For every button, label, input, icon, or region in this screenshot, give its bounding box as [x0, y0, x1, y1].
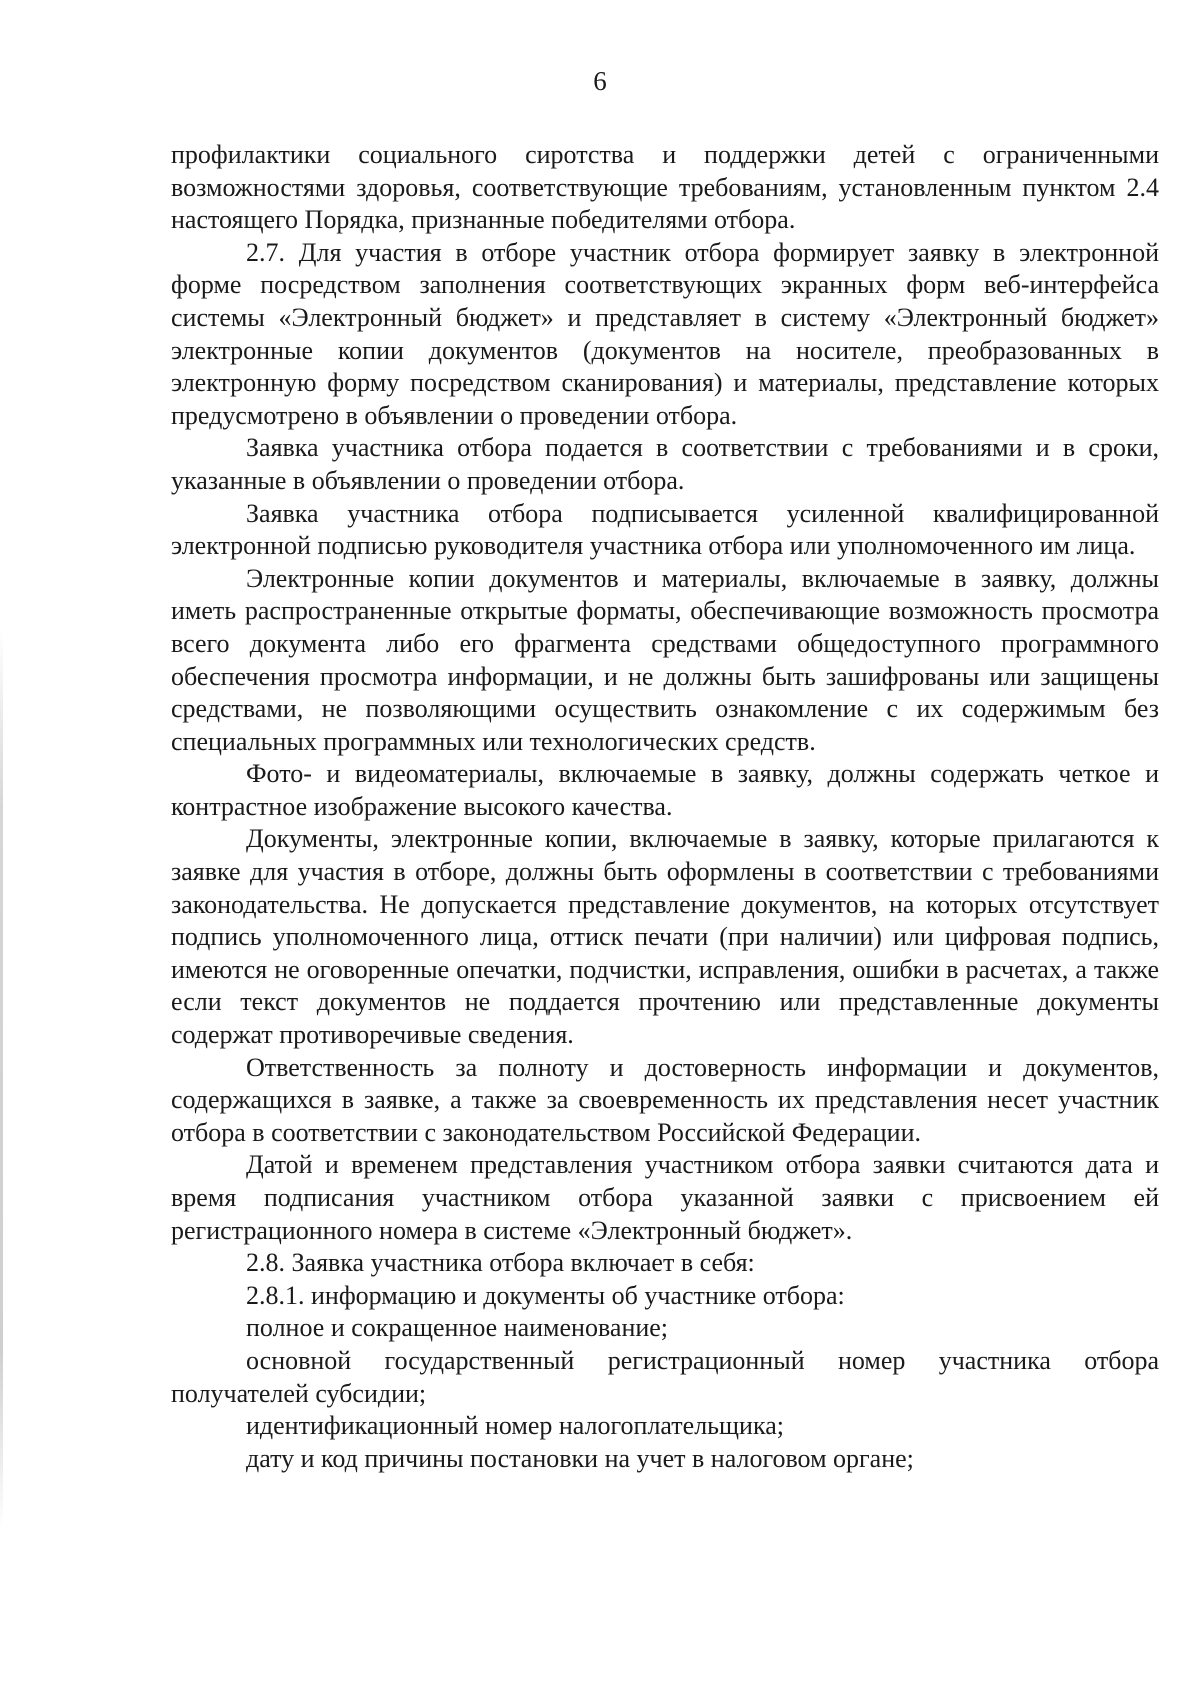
paragraph: Заявка участника отбора подписывается усиленной квалифицированной электронной подписью руководителя участника отбора или уполномоченного им лица. — [171, 498, 1159, 561]
paragraph: Ответственность за полноту и достоверность информации и документов, содержащихся в заявке, а также за своевременность их представления несет участник отбора в соответствии с законодательством Российской Федерации. — [171, 1052, 1159, 1147]
paragraph: 2.8.1. информацию и документы об участнике отбора: — [246, 1280, 845, 1310]
paragraph: профилактики социального сиротства и поддержки детей с ограниченными возможностями здоровья, соответствующие требованиям, установленным пунктом 2.4 настоящего Порядка, признанные победителями отбора. — [171, 140, 1159, 235]
paragraph: Документы, электронные копии, включаемые в заявку, которые прилагаются к заявке для участия в отборе, должны быть оформлены в соответствии с требованиями законодательства. Не допускается представление документов, на которых отсутствует подпись уполномоченного лица, оттиск печати (при наличии) или цифровая подпись, имеются не оговоренные опечатки, подчистки, исправления, ошибки в расчетах, а также если текст документов не поддается прочтению или представленные документы содержат противоречивые сведения. — [171, 824, 1159, 1050]
paragraph: идентификационный номер налогоплательщика; — [246, 1411, 784, 1441]
paragraph: Заявка участника отбора подается в соответствии с требованиями и в сроки, указанные в объявлении о проведении отбора. — [171, 433, 1159, 495]
paragraph: основной государственный регистрационный номер участника отбора получателей субсидии; — [171, 1345, 1159, 1408]
scan-edge-shadow — [0, 630, 3, 1530]
paragraph: дату и код причины постановки на учет в налоговом органе; — [246, 1443, 914, 1473]
paragraph: полное и сокращенное наименование; — [246, 1313, 669, 1343]
paragraph: Датой и временем представления участником отбора заявки считаются дата и время подписания участником отбора указанной заявки с присвоением ей регистрационного номера в системе «Электронный бюджет». — [171, 1150, 1159, 1245]
paragraph: Фото- и видеоматериалы, включаемые в заявку, должны содержать четкое и контрастное изображение высокого качества. — [171, 759, 1159, 821]
page-number: 6 — [593, 66, 607, 96]
paragraph: 2.7. Для участия в отборе участник отбора формирует заявку в электронной форме посредством заполнения соответствующих экранных форм веб-интерфейса системы «Электронный бюджет» и представляет в систему «Электронный бюджет» электронные копии документов (документов на носителе, преобразованных в электронную форму посредством сканирования) и материалы, представление которых предусмотрено в объявлении о проведении отбора. — [171, 237, 1159, 430]
paragraph: 2.8. Заявка участника отбора включает в себя: — [246, 1248, 755, 1278]
document-body — [171, 139, 1159, 1475]
paragraph: Электронные копии документов и материалы, включаемые в заявку, должны иметь распространенные открытые форматы, обеспечивающие возможность просмотра всего документа либо его фрагмента средствами общедоступного программного обеспечения просмотра информации, и не должны быть зашифрованы или защищены средствами, не позволяющими осуществить ознакомление с их содержимым без специальных программных или технологических средств. — [171, 563, 1159, 756]
